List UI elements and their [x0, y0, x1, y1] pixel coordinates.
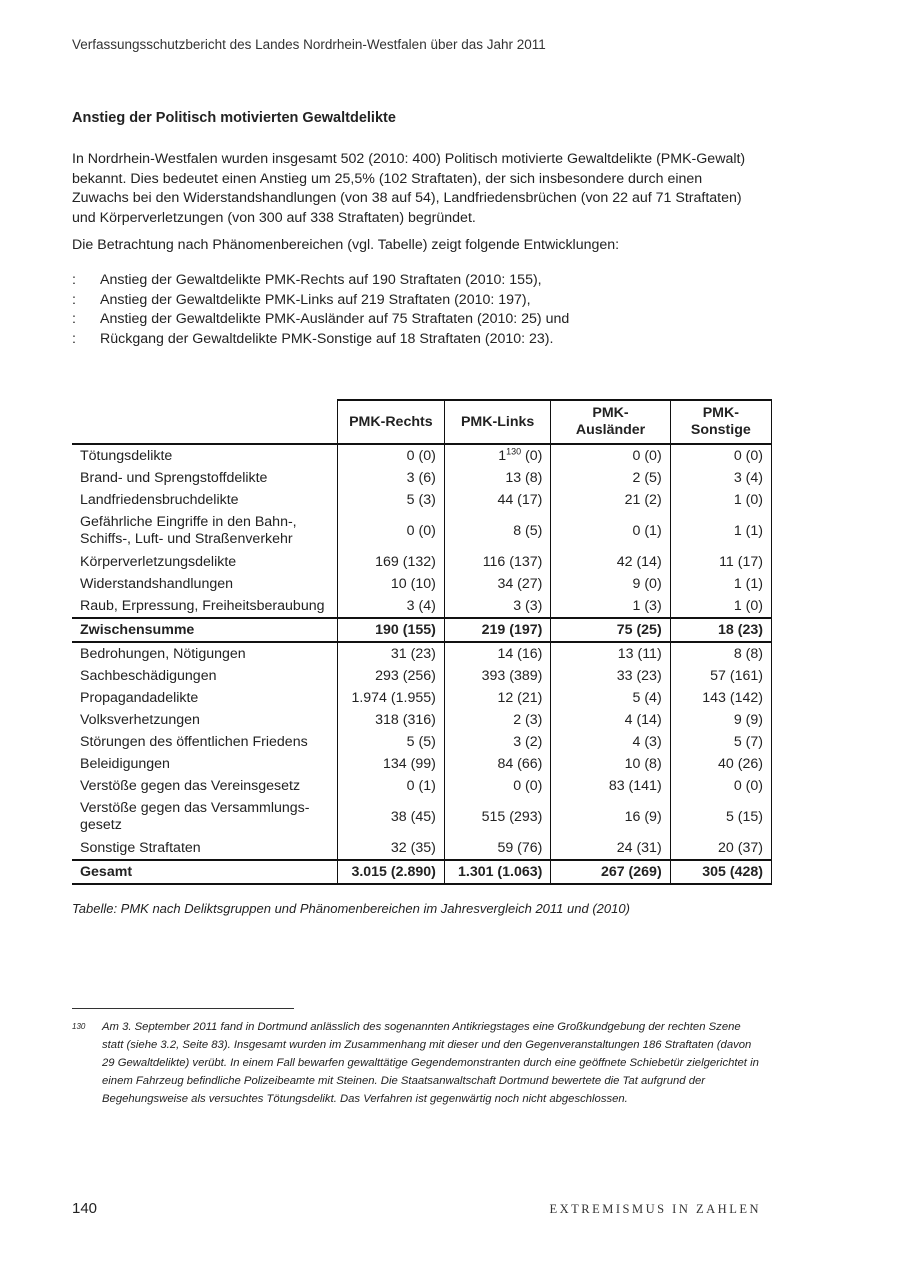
row-label: Verstöße gegen das Versammlungs- gesetz	[80, 800, 310, 833]
list-item-text: Anstieg der Gewaltdelikte PMK-Rechts auf 190 Straftaten (2010: 155),	[100, 272, 542, 288]
section-title: Anstieg der Politisch motivierten Gewaltdelikte	[72, 110, 396, 126]
value-cell: 13 (8)	[444, 467, 551, 489]
row-label: Raub, Erpressung, Freiheitsberaubung	[80, 597, 325, 614]
intro-paragraph: In Nordrhein-Westfalen wurden insgesamt 502 (2010: 400) Politisch motivierte Gewaltdelikte (PMK-Gewalt) bekannt. Dies bedeutet einen Anstieg um 25,5% (102 Straftaten), der sich insbesondere durch einen Zuwachs bei den Widerstandshandlungen (von 38 auf 54), Landfriedensbrüchen (von 22 auf 71 Straftaten) und Körperverletzungen (von 300 auf 338 Straftaten) begründet.	[72, 151, 746, 226]
value-cell: 116 (137)	[444, 551, 551, 573]
value-cell: 3.015 (2.890)	[337, 860, 444, 884]
row-label: Verstöße gegen das Vereinsgesetz	[80, 777, 301, 794]
value-cell: 219 (197)	[444, 618, 551, 642]
value-cell: 18 (23)	[670, 618, 771, 642]
value-cell: 393 (389)	[444, 665, 551, 687]
column-header-sonstige: PMK- Sonstige	[670, 400, 771, 444]
value-cell: 305 (428)	[670, 860, 771, 884]
value-cell: 24 (31)	[551, 837, 670, 860]
table-row	[72, 489, 772, 511]
value-cell: 9 (9)	[670, 709, 771, 731]
row-label: Störungen des öffentlichen Friedens	[80, 733, 308, 750]
value-cell: 0 (0)	[337, 511, 444, 551]
value-cell	[444, 444, 551, 467]
value-cell: 0 (0)	[337, 444, 444, 467]
value-cell: 1.974 (1.955)	[337, 687, 444, 709]
value-cell: 5 (3)	[337, 489, 444, 511]
list-item-text: Anstieg der Gewaltdelikte PMK-Links auf 219 Straftaten (2010: 197),	[100, 291, 531, 308]
value-cell: 4 (14)	[551, 709, 670, 731]
list-item-text: Anstieg der Gewaltdelikte PMK-Ausländer auf 75 Straftaten (2010: 25) und	[100, 311, 570, 327]
value-cell: 32 (35)	[337, 837, 444, 860]
row-label: Bedrohungen, Nötigungen	[80, 645, 246, 662]
value-cell: 1 (1)	[670, 511, 771, 551]
value-cell: 31 (23)	[337, 642, 444, 665]
table-row	[72, 775, 772, 797]
value-cell: 5 (7)	[670, 731, 771, 753]
value-cell: 134 (99)	[337, 753, 444, 775]
table-row	[72, 709, 772, 731]
value-cell: 34 (27)	[444, 573, 551, 595]
bullet-mark: :	[72, 330, 76, 347]
value-cell: 318 (316)	[337, 709, 444, 731]
footnote-text: Am 3. September 2011 fand in Dortmund anlässlich des sogenannten Antikriegstages eine Großkundgebung der rechten Szene statt (siehe 3.2, Seite 83). Insgesamt wurden im Zusammenhang mit dieser und den Gegenveranstaltungen 186 Straftaten (davon 29 Gewaltdelikte) verübt. In einem Fall bewarfen gewalttätige Gegendemonstranten durch eine geöffnete Schiebetür zielgerichtet in einem Fahrzeug befindliche Polizeibeamte mit Steinen. Die Staatsanwaltschaft Dortmund bewertete die Tat aufgrund der Begehungsweise als versuchtes Tötungsdelikt. Das Verfahren ist gegenwärtig noch nicht abgeschlossen.	[102, 1021, 759, 1105]
value-cell: 44 (17)	[444, 489, 551, 511]
row-label: Landfriedensbruchdelikte	[80, 491, 239, 508]
table-row	[72, 731, 772, 753]
row-label: Volksverhetzungen	[80, 711, 200, 728]
value-cell: 12 (21)	[444, 687, 551, 709]
value-cell: 9 (0)	[551, 573, 670, 595]
column-header-links: PMK-Links	[444, 400, 551, 444]
value-cell: 5 (15)	[670, 797, 771, 837]
table-row	[72, 511, 772, 551]
value-cell: 0 (0)	[444, 775, 551, 797]
value-cell: 40 (26)	[670, 753, 771, 775]
overview-paragraph: Die Betrachtung nach Phänomenbereichen (vgl. Tabelle) zeigt folgende Entwicklungen:	[72, 237, 620, 253]
row-label: Widerstandshandlungen	[80, 575, 234, 592]
value-cell: 10 (10)	[337, 573, 444, 595]
table-row	[72, 642, 772, 665]
value-cell: 1.301 (1.063)	[444, 860, 551, 884]
table-row	[72, 467, 772, 489]
table-header-row	[72, 400, 772, 444]
page-number: 140	[72, 1200, 98, 1217]
row-label: Brand- und Sprengstoffdelikte	[80, 469, 268, 486]
value-cell: 169 (132)	[337, 551, 444, 573]
value-cell: 13 (11)	[551, 642, 670, 665]
running-header: Verfassungsschutzbericht des Landes Nordrhein-Westfalen über das Jahr 2011	[72, 37, 546, 52]
value-cell: 3 (3)	[444, 595, 551, 618]
table-caption: Tabelle: PMK nach Deliktsgruppen und Phänomenbereichen im Jahresvergleich 2011 und (2010)	[72, 901, 630, 916]
list-item	[72, 330, 569, 350]
row-label: Sonstige Straftaten	[80, 839, 201, 856]
value-cell: 83 (141)	[551, 775, 670, 797]
value-cell: 10 (8)	[551, 753, 670, 775]
value-cell: 8 (5)	[444, 511, 551, 551]
column-header-auslaender: PMK- Ausländer	[551, 400, 670, 444]
row-label: Tötungsdelikte	[80, 447, 173, 464]
value-cell: 42 (14)	[551, 551, 670, 573]
value-cell: 8 (8)	[670, 642, 771, 665]
table-row	[72, 797, 772, 837]
value-cell: 3 (4)	[670, 467, 771, 489]
table-row	[72, 753, 772, 775]
value-cell: 0 (0)	[551, 444, 670, 467]
list-item	[72, 291, 569, 311]
list-item	[72, 310, 569, 330]
value-cell: 20 (37)	[670, 837, 771, 860]
value-cell: 2 (3)	[444, 709, 551, 731]
table-row	[72, 551, 772, 573]
value-cell: 38 (45)	[337, 797, 444, 837]
footnote-number: 130	[72, 1022, 86, 1031]
value-cell: 190 (155)	[337, 618, 444, 642]
development-list	[72, 271, 569, 349]
row-label: Gesamt	[72, 860, 337, 884]
footnote-rule	[72, 1008, 294, 1009]
bullet-mark: :	[72, 311, 76, 327]
value-cell: 143 (142)	[670, 687, 771, 709]
summary-row	[72, 860, 772, 884]
value-cell: 1 (1)	[670, 573, 771, 595]
value-cell: 1 (3)	[551, 595, 670, 618]
value-cell: 33 (23)	[551, 665, 670, 687]
value-main: 1	[498, 447, 507, 464]
value-cell: 4 (3)	[551, 731, 670, 753]
value-cell: 75 (25)	[551, 618, 670, 642]
row-label: Zwischensumme	[72, 618, 337, 642]
table-row	[72, 444, 772, 467]
value-cell: 3 (6)	[337, 467, 444, 489]
value-cell: 11 (17)	[670, 551, 771, 573]
bullet-mark: :	[72, 272, 76, 288]
value-cell: 57 (161)	[670, 665, 771, 687]
value-cell: 16 (9)	[551, 797, 670, 837]
value-cell: 1 (0)	[670, 489, 771, 511]
bullet-mark: :	[72, 291, 76, 308]
table-row	[72, 687, 772, 709]
row-label: Gefährliche Eingriffe in den Bahn-, Schiffs-, Luft- und Straßenverkehr	[80, 514, 297, 547]
table-row	[72, 837, 772, 860]
value-cell: 21 (2)	[551, 489, 670, 511]
value-cell: 515 (293)	[444, 797, 551, 837]
value-cell: 59 (76)	[444, 837, 551, 860]
list-item	[72, 271, 569, 291]
value-cell: 267 (269)	[551, 860, 670, 884]
value-cell: 3 (4)	[337, 595, 444, 618]
summary-row	[72, 618, 772, 642]
value-cell: 1 (0)	[670, 595, 771, 618]
footnote-ref: 130	[506, 445, 522, 456]
value-cell: 293 (256)	[337, 665, 444, 687]
column-header-rechts: PMK-Rechts	[337, 400, 444, 444]
table-row	[72, 595, 772, 618]
pmk-table	[72, 399, 772, 885]
value-cell: 0 (1)	[551, 511, 670, 551]
value-cell: 5 (5)	[337, 731, 444, 753]
table-row	[72, 665, 772, 687]
value-cell: 5 (4)	[551, 687, 670, 709]
value-cell: 3 (2)	[444, 731, 551, 753]
value-cell: 14 (16)	[444, 642, 551, 665]
row-label: Beleidigungen	[80, 755, 170, 772]
list-item-text: Rückgang der Gewaltdelikte PMK-Sonstige auf 18 Straftaten (2010: 23).	[100, 330, 554, 347]
value-cell: 0 (1)	[337, 775, 444, 797]
value-cell: 0 (0)	[670, 444, 771, 467]
footnote	[72, 1018, 762, 1108]
table-row	[72, 573, 772, 595]
row-label: Körperverletzungsdelikte	[80, 553, 237, 570]
value-cell: 84 (66)	[444, 753, 551, 775]
value-prev: (0)	[521, 447, 543, 464]
value-cell: 2 (5)	[551, 467, 670, 489]
value-cell: 0 (0)	[670, 775, 771, 797]
footer-title: EXTREMISMUS IN ZAHLEN	[549, 1202, 761, 1216]
header-blank-cell	[72, 400, 337, 444]
row-label: Propagandadelikte	[80, 689, 199, 706]
row-label: Sachbeschädigungen	[80, 667, 217, 684]
